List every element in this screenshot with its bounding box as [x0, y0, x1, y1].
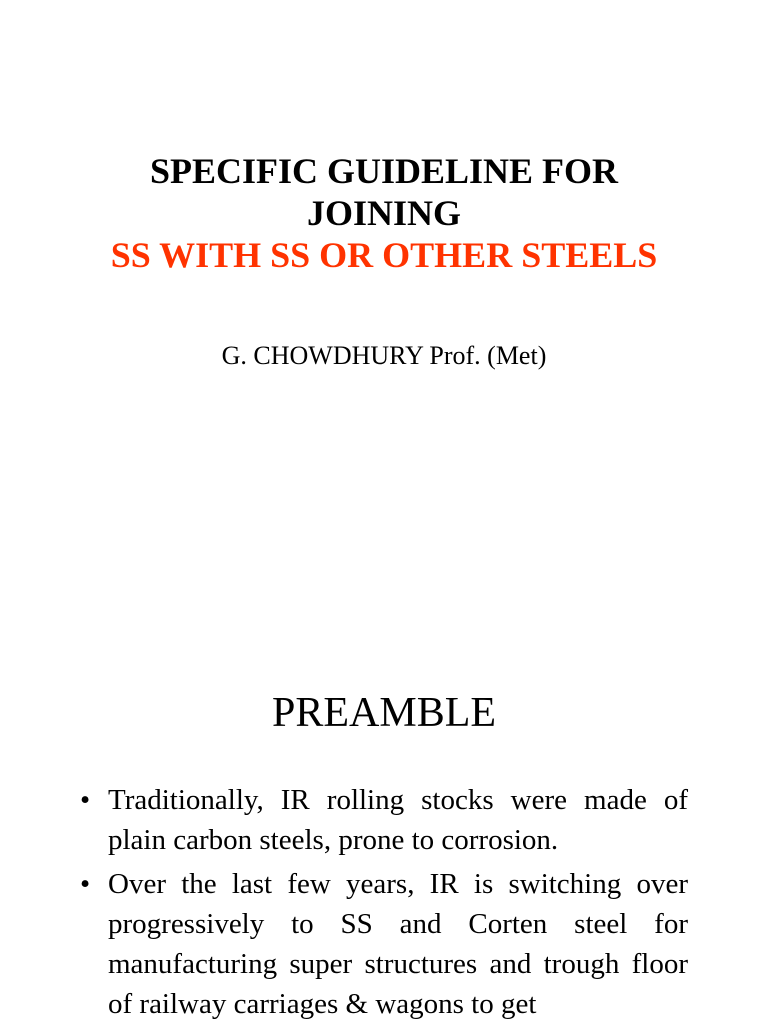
title-line-1: SPECIFIC GUIDELINE FOR [149, 151, 619, 191]
author-line: G. CHOWDHURY Prof. (Met) [221, 341, 547, 370]
section-heading: PREAMBLE [271, 690, 497, 736]
title-block [0, 150, 768, 276]
title-line-2: JOINING [306, 193, 462, 233]
bullet-item [80, 864, 688, 1024]
bullet-item [80, 780, 688, 860]
bullet-list [80, 780, 688, 1028]
bullet-text: Over the last few years, IR is switching over progressively to SS and Corten steel for manufacturing super structures and trough floor of railway carriages & wagons to get [108, 868, 688, 1020]
bullet-icon: • [80, 868, 91, 900]
bullet-icon: • [80, 784, 91, 816]
bullet-text: Traditionally, IR rolling stocks were made of plain carbon steels, prone to corrosion. [108, 784, 688, 856]
title-line-3: SS WITH SS OR OTHER STEELS [110, 235, 658, 275]
